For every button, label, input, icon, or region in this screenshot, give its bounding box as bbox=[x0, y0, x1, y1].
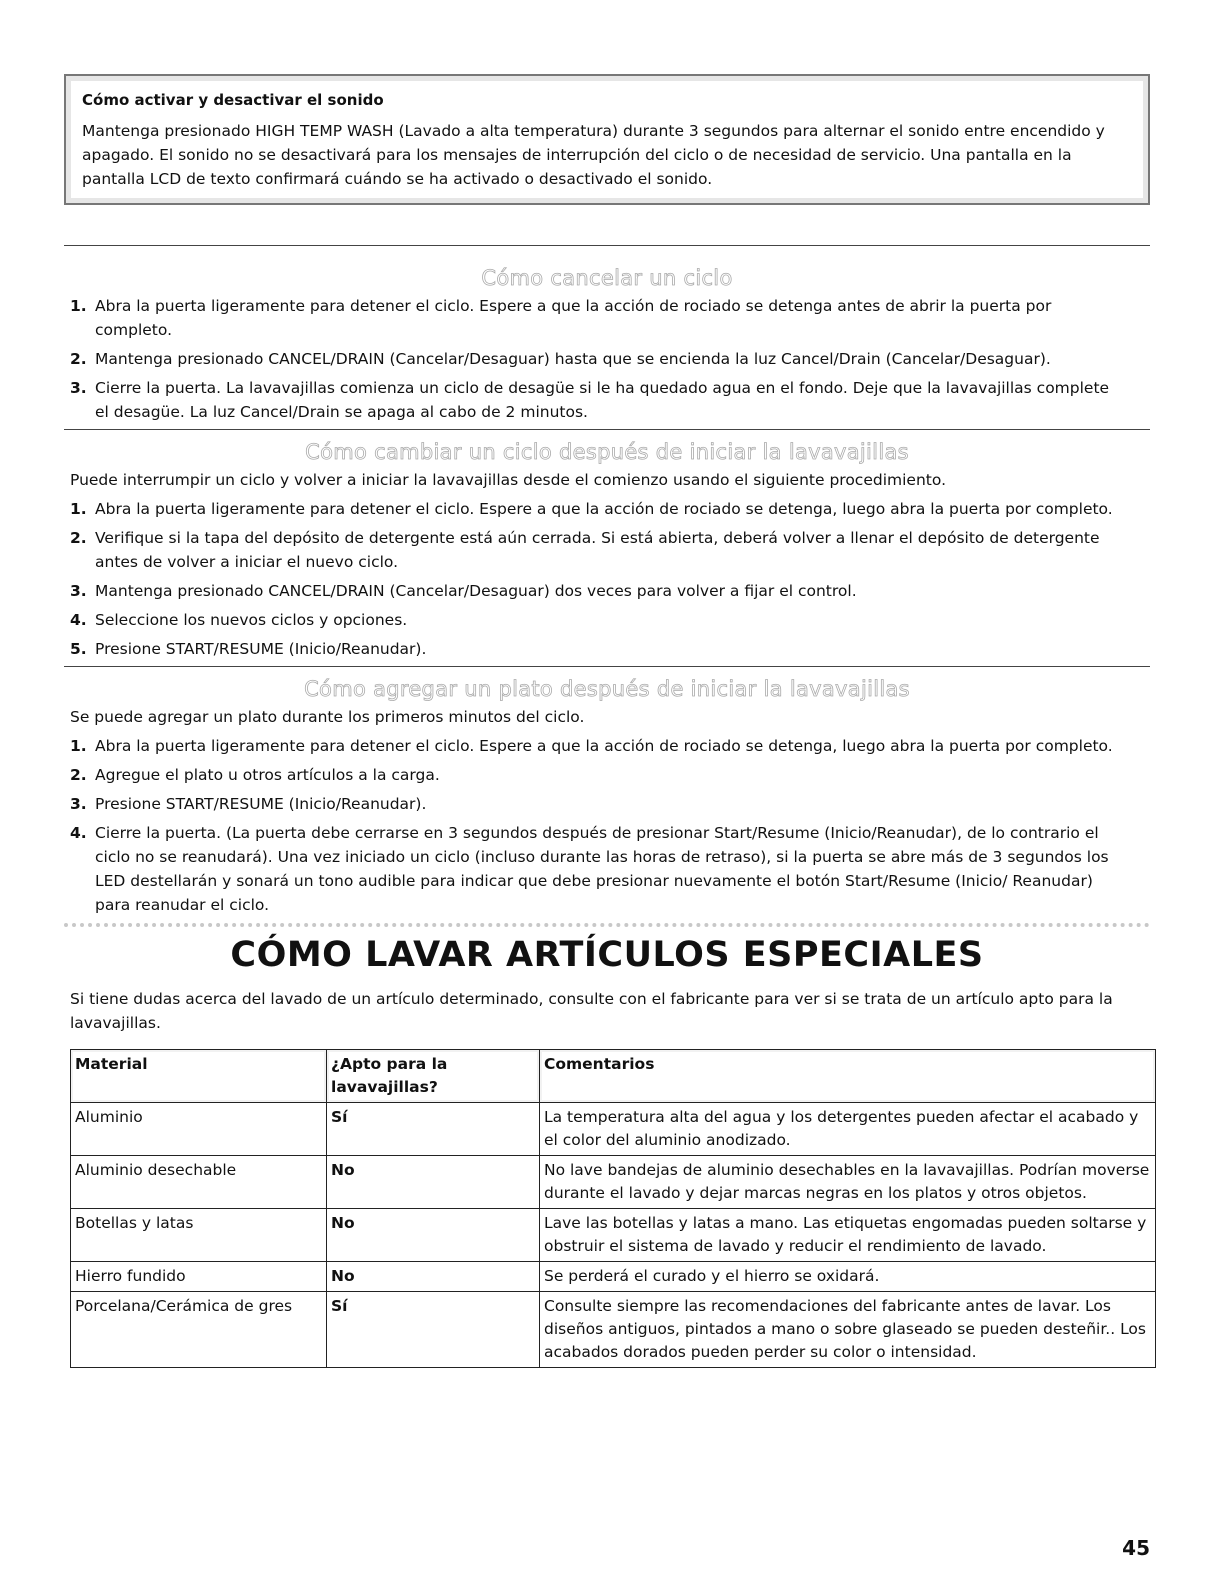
divider bbox=[64, 666, 1150, 667]
step-text: Cierre la puerta. (La puerta debe cerrarse en 3 segundos después de presionar Start/Resume (Inicio/Reanudar), de lo contrario el ciclo no se reanudará). Una vez iniciado un ciclo (incluso durante las horas de retraso), si la puerta se abre más de 3 segundos los LED destellarán y sonará un tono audible para indicar que debe presionar nuevamente el botón Start/Resume (Inicio/ Reanudar) para reanudar el ciclo. bbox=[95, 824, 1109, 914]
dotted-divider bbox=[64, 923, 1150, 927]
list-item bbox=[64, 294, 1150, 342]
list-item bbox=[64, 497, 1150, 521]
cell-dishwasher-safe: Sí bbox=[327, 1292, 540, 1368]
cell-comments: Lave las botellas y latas a mano. Las etiquetas engomadas pueden soltarse y obstruir el sistema de lavado y reducir el rendimiento de lavado. bbox=[540, 1209, 1156, 1262]
step-text: Mantenga presionado CANCEL/DRAIN (Cancelar/Desaguar) hasta que se encienda la luz Cancel/Drain (Cancelar/Desaguar). bbox=[95, 350, 1051, 368]
list-item bbox=[64, 608, 1150, 632]
header-material: Material bbox=[71, 1050, 327, 1103]
step-text: Abra la puerta ligeramente para detener el ciclo. Espere a que la acción de rociado se detenga antes de abrir la puerta por completo. bbox=[95, 297, 1052, 339]
step-text: Abra la puerta ligeramente para detener el ciclo. Espere a que la acción de rociado se detenga, luego abra la puerta por completo. bbox=[95, 500, 1113, 518]
add-section-title: Cómo agregar un plato después de iniciar la lavavajillas bbox=[304, 677, 910, 701]
step-number: 2. bbox=[70, 350, 87, 368]
step-text: Abra la puerta ligeramente para detener el ciclo. Espere a que la acción de rociado se detenga, luego abra la puerta por completo. bbox=[95, 737, 1113, 755]
table-row bbox=[71, 1156, 1156, 1209]
list-item bbox=[64, 637, 1150, 661]
add-steps bbox=[64, 734, 1150, 917]
special-items-title: CÓMO LAVAR ARTÍCULOS ESPECIALES bbox=[230, 935, 984, 975]
step-text: Cierre la puerta. La lavavajillas comienza un ciclo de desagüe si le ha quedado agua en el fondo. Deje que la lavavajillas complete el desagüe. La luz Cancel/Drain se apaga al cabo de 2 minutos. bbox=[95, 379, 1110, 421]
special-items-table bbox=[70, 1049, 1156, 1368]
header-comments: Comentarios bbox=[540, 1050, 1156, 1103]
cell-dishwasher-safe: Sí bbox=[327, 1103, 540, 1156]
cell-comments: La temperatura alta del agua y los detergentes pueden afectar el acabado y el color del aluminio anodizado. bbox=[540, 1103, 1156, 1156]
table-header-row bbox=[71, 1050, 1156, 1103]
list-item bbox=[64, 821, 1150, 917]
sound-info-box bbox=[64, 74, 1150, 205]
page-number: 45 bbox=[1122, 1536, 1150, 1560]
cell-material: Porcelana/Cerámica de gres bbox=[71, 1292, 327, 1368]
step-number: 3. bbox=[70, 795, 87, 813]
step-number: 5. bbox=[70, 640, 87, 658]
cell-material: Aluminio bbox=[71, 1103, 327, 1156]
step-text: Presione START/RESUME (Inicio/Reanudar). bbox=[95, 795, 427, 813]
cell-comments: Consulte siempre las recomendaciones del fabricante antes de lavar. Los diseños antiguos, pintados a mano o sobre glaseado se pueden desteñir.. Los acabados dorados pueden perder su color o intensidad. bbox=[540, 1292, 1156, 1368]
sound-body: Mantenga presionado HIGH TEMP WASH (Lavado a alta temperatura) durante 3 segundos para alternar el sonido entre encendido y apagado. El sonido no se desactivará para los mensajes de interrupción del ciclo o de necesidad de servicio. Una pantalla en la pantalla LCD de texto confirmará cuándo se ha activado o desactivado el sonido. bbox=[82, 122, 1105, 188]
step-text: Agregue el plato u otros artículos a la carga. bbox=[95, 766, 440, 784]
step-number: 4. bbox=[70, 824, 87, 842]
list-item bbox=[64, 579, 1150, 603]
page bbox=[64, 74, 1150, 1368]
cell-material: Hierro fundido bbox=[71, 1262, 327, 1292]
header-dishwasher-safe: ¿Apto para la lavavajillas? bbox=[327, 1050, 540, 1103]
list-item bbox=[64, 792, 1150, 816]
cancel-steps bbox=[64, 294, 1150, 424]
cell-dishwasher-safe: No bbox=[327, 1262, 540, 1292]
cell-comments: Se perderá el curado y el hierro se oxidará. bbox=[540, 1262, 1156, 1292]
step-number: 3. bbox=[70, 379, 87, 397]
cell-material: Botellas y latas bbox=[71, 1209, 327, 1262]
sound-heading: Cómo activar y desactivar el sonido bbox=[82, 91, 384, 109]
change-intro: Puede interrumpir un ciclo y volver a iniciar la lavavajillas desde el comienzo usando el siguiente procedimiento. bbox=[70, 471, 946, 489]
table-row bbox=[71, 1209, 1156, 1262]
list-item bbox=[64, 526, 1150, 574]
cell-comments: No lave bandejas de aluminio desechables en la lavavajillas. Podrían moverse durante el lavado y dejar marcas negras en los platos y otros objetos. bbox=[540, 1156, 1156, 1209]
step-number: 1. bbox=[70, 737, 87, 755]
step-number: 1. bbox=[70, 297, 87, 315]
step-text: Presione START/RESUME (Inicio/Reanudar). bbox=[95, 640, 427, 658]
cell-material: Aluminio desechable bbox=[71, 1156, 327, 1209]
cell-dishwasher-safe: No bbox=[327, 1209, 540, 1262]
divider bbox=[64, 429, 1150, 430]
step-text: Verifique si la tapa del depósito de detergente está aún cerrada. Si está abierta, deberá volver a llenar el depósito de detergente antes de volver a iniciar el nuevo ciclo. bbox=[95, 529, 1100, 571]
change-steps bbox=[64, 497, 1150, 661]
step-number: 1. bbox=[70, 500, 87, 518]
list-item bbox=[64, 763, 1150, 787]
step-number: 4. bbox=[70, 611, 87, 629]
change-section-title: Cómo cambiar un ciclo después de iniciar la lavavajillas bbox=[305, 440, 909, 464]
step-number: 2. bbox=[70, 766, 87, 784]
special-intro: Si tiene dudas acerca del lavado de un artículo determinado, consulte con el fabricante para ver si se trata de un artículo apto para la lavavajillas. bbox=[70, 990, 1113, 1032]
cell-dishwasher-safe: No bbox=[327, 1156, 540, 1209]
list-item bbox=[64, 347, 1150, 371]
cancel-section-title: Cómo cancelar un ciclo bbox=[481, 266, 733, 290]
step-number: 3. bbox=[70, 582, 87, 600]
table-row bbox=[71, 1103, 1156, 1156]
list-item bbox=[64, 376, 1150, 424]
list-item bbox=[64, 734, 1150, 758]
table-row bbox=[71, 1292, 1156, 1368]
step-number: 2. bbox=[70, 529, 87, 547]
table-row bbox=[71, 1262, 1156, 1292]
add-intro: Se puede agregar un plato durante los primeros minutos del ciclo. bbox=[70, 708, 585, 726]
step-text: Seleccione los nuevos ciclos y opciones. bbox=[95, 611, 408, 629]
step-text: Mantenga presionado CANCEL/DRAIN (Cancelar/Desaguar) dos veces para volver a fijar el control. bbox=[95, 582, 857, 600]
